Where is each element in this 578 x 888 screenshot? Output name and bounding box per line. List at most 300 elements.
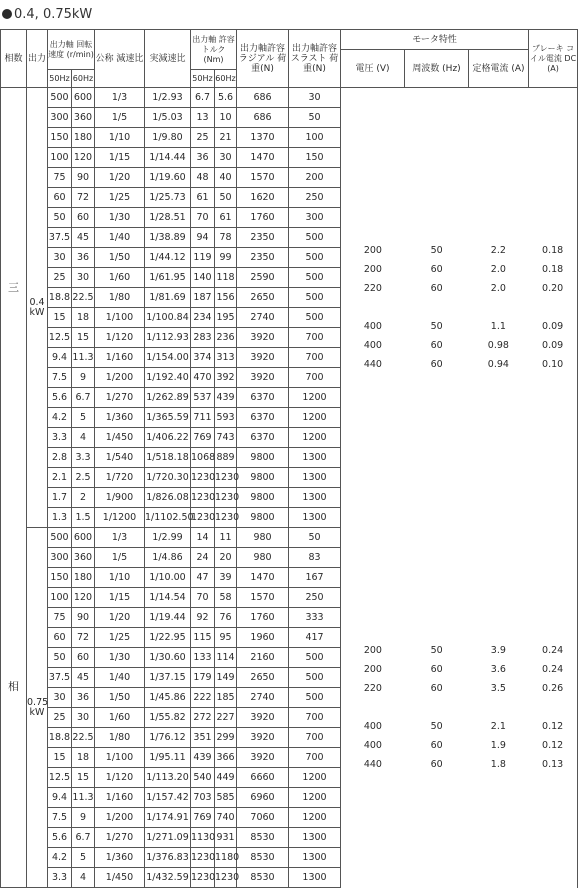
header-speed-60hz: 60Hz [72, 70, 95, 88]
speed-60hz: 36 [72, 688, 95, 708]
torque-50hz: 70 [191, 208, 215, 228]
radial-load: 3920 [237, 748, 289, 768]
voltage: 220 [363, 682, 382, 694]
speed-50hz: 500 [48, 88, 72, 108]
actual-ratio: 1/4.86 [145, 548, 191, 568]
thrust-load: 300 [289, 208, 341, 228]
speed-60hz: 120 [72, 148, 95, 168]
speed-60hz: 18 [72, 748, 95, 768]
torque-50hz: 351 [191, 728, 215, 748]
torque-50hz: 24 [191, 548, 215, 568]
speed-50hz: 15 [48, 308, 72, 328]
torque-60hz: 593 [215, 408, 237, 428]
nominal-ratio: 1/10 [95, 568, 145, 588]
nominal-ratio: 1/120 [95, 768, 145, 788]
brake-current: 0.09 [542, 320, 564, 332]
nominal-ratio: 1/50 [95, 688, 145, 708]
torque-60hz: 40 [215, 168, 237, 188]
speed-50hz: 30 [48, 688, 72, 708]
brake-current: 0.18 [542, 244, 564, 256]
rated-current: 2.0 [490, 282, 506, 294]
thrust-load: 500 [289, 688, 341, 708]
frequency: 60 [430, 663, 443, 675]
speed-60hz: 5 [72, 848, 95, 868]
rated-current: 2.2 [490, 244, 506, 256]
radial-load: 2740 [237, 308, 289, 328]
torque-50hz: 439 [191, 748, 215, 768]
torque-50hz: 115 [191, 628, 215, 648]
voltage: 400 [363, 720, 382, 732]
brake-current: 0.18 [542, 263, 564, 275]
speed-60hz: 3.3 [72, 448, 95, 468]
torque-60hz: 58 [215, 588, 237, 608]
torque-60hz: 11 [215, 528, 237, 548]
voltage: 200 [363, 644, 382, 656]
voltage: 400 [363, 320, 382, 332]
nominal-ratio: 1/50 [95, 248, 145, 268]
speed-60hz: 120 [72, 588, 95, 608]
motor-row [341, 660, 577, 679]
actual-ratio: 1/720.30 [145, 468, 191, 488]
speed-50hz: 5.6 [48, 388, 72, 408]
actual-ratio: 1/113.20 [145, 768, 191, 788]
torque-50hz: 133 [191, 648, 215, 668]
speed-50hz: 1.7 [48, 488, 72, 508]
voltage: 400 [363, 339, 382, 351]
speed-60hz: 72 [72, 188, 95, 208]
torque-50hz: 1230 [191, 488, 215, 508]
frequency: 60 [430, 682, 443, 694]
thrust-load: 417 [289, 628, 341, 648]
actual-ratio: 1/25.73 [145, 188, 191, 208]
torque-60hz: 99 [215, 248, 237, 268]
radial-load: 3920 [237, 348, 289, 368]
actual-ratio: 1/271.09 [145, 828, 191, 848]
actual-ratio: 1/37.15 [145, 668, 191, 688]
rated-current: 2.0 [490, 263, 506, 275]
torque-50hz: 6.7 [191, 88, 215, 108]
phase-char-1: 相 [8, 680, 19, 694]
brake-current: 0.10 [542, 358, 564, 370]
actual-ratio: 1/10.00 [145, 568, 191, 588]
speed-50hz: 9.4 [48, 348, 72, 368]
actual-ratio: 1/518.18 [145, 448, 191, 468]
output-label: kW [29, 706, 45, 718]
nominal-ratio: 1/360 [95, 408, 145, 428]
thrust-load: 100 [289, 128, 341, 148]
radial-load: 980 [237, 548, 289, 568]
torque-50hz: 25 [191, 128, 215, 148]
motor-row [341, 298, 577, 317]
speed-60hz: 360 [72, 548, 95, 568]
motor-row [341, 336, 577, 355]
nominal-ratio: 1/60 [95, 708, 145, 728]
radial-load: 3920 [237, 728, 289, 748]
torque-60hz: 76 [215, 608, 237, 628]
thrust-load: 1300 [289, 508, 341, 528]
actual-ratio: 1/826.08 [145, 488, 191, 508]
torque-60hz: 931 [215, 828, 237, 848]
speed-60hz: 6.7 [72, 828, 95, 848]
thrust-load: 167 [289, 568, 341, 588]
thrust-load: 1300 [289, 488, 341, 508]
nominal-ratio: 1/25 [95, 188, 145, 208]
radial-load: 1470 [237, 568, 289, 588]
thrust-load: 700 [289, 748, 341, 768]
speed-60hz: 90 [72, 168, 95, 188]
nominal-ratio: 1/60 [95, 268, 145, 288]
speed-60hz: 180 [72, 128, 95, 148]
thrust-load: 1300 [289, 448, 341, 468]
thrust-load: 30 [289, 88, 341, 108]
actual-ratio: 1/112.93 [145, 328, 191, 348]
nominal-ratio: 1/30 [95, 648, 145, 668]
radial-load: 6370 [237, 408, 289, 428]
speed-60hz: 2 [72, 488, 95, 508]
thrust-load: 1200 [289, 408, 341, 428]
motor-row [341, 279, 577, 298]
nominal-ratio: 1/15 [95, 588, 145, 608]
speed-50hz: 4.2 [48, 408, 72, 428]
torque-50hz: 283 [191, 328, 215, 348]
actual-ratio: 1/44.12 [145, 248, 191, 268]
torque-60hz: 78 [215, 228, 237, 248]
frequency: 60 [430, 758, 443, 770]
radial-load: 9800 [237, 448, 289, 468]
speed-50hz: 18.8 [48, 288, 72, 308]
speed-50hz: 2.8 [48, 448, 72, 468]
speed-50hz: 37.5 [48, 228, 72, 248]
radial-load: 1370 [237, 128, 289, 148]
actual-ratio: 1/81.69 [145, 288, 191, 308]
actual-ratio: 1/262.89 [145, 388, 191, 408]
header-radial-load: 出力軸許容 ラジアル 荷重(N) [237, 30, 289, 88]
torque-50hz: 1230 [191, 848, 215, 868]
radial-load: 6370 [237, 388, 289, 408]
torque-60hz: 585 [215, 788, 237, 808]
thrust-load: 200 [289, 168, 341, 188]
nominal-ratio: 1/1200 [95, 508, 145, 528]
thrust-load: 1300 [289, 868, 341, 888]
rated-current: 0.98 [487, 339, 509, 351]
thrust-load: 250 [289, 188, 341, 208]
torque-50hz: 47 [191, 568, 215, 588]
torque-60hz: 439 [215, 388, 237, 408]
torque-60hz: 114 [215, 648, 237, 668]
speed-60hz: 5 [72, 408, 95, 428]
radial-load: 8530 [237, 868, 289, 888]
phase-char-0: 三 [8, 280, 19, 294]
speed-60hz: 22.5 [72, 288, 95, 308]
speed-50hz: 75 [48, 168, 72, 188]
torque-50hz: 61 [191, 188, 215, 208]
header-speed: 出力軸 回転速度 (r/min) [48, 30, 95, 70]
motor-row [341, 698, 577, 717]
thrust-load: 150 [289, 148, 341, 168]
torque-60hz: 1230 [215, 488, 237, 508]
thrust-load: 250 [289, 588, 341, 608]
thrust-load: 1300 [289, 848, 341, 868]
speed-50hz: 7.5 [48, 368, 72, 388]
speed-60hz: 2.5 [72, 468, 95, 488]
motor-row [341, 736, 577, 755]
voltage: 440 [363, 758, 382, 770]
radial-load: 686 [237, 88, 289, 108]
nominal-ratio: 1/540 [95, 448, 145, 468]
nominal-ratio: 1/40 [95, 228, 145, 248]
nominal-ratio: 1/15 [95, 148, 145, 168]
torque-60hz: 366 [215, 748, 237, 768]
actual-ratio: 1/14.54 [145, 588, 191, 608]
speed-50hz: 300 [48, 548, 72, 568]
speed-60hz: 15 [72, 768, 95, 788]
thrust-load: 1300 [289, 468, 341, 488]
thrust-load: 700 [289, 708, 341, 728]
torque-50hz: 13 [191, 108, 215, 128]
thrust-load: 1200 [289, 768, 341, 788]
nominal-ratio: 1/40 [95, 668, 145, 688]
radial-load: 8530 [237, 848, 289, 868]
torque-50hz: 1230 [191, 508, 215, 528]
torque-60hz: 1230 [215, 868, 237, 888]
nominal-ratio: 1/5 [95, 548, 145, 568]
rated-current: 1.9 [490, 739, 506, 751]
speed-50hz: 4.2 [48, 848, 72, 868]
header-speed-50hz: 50Hz [48, 70, 72, 88]
nominal-ratio: 1/450 [95, 428, 145, 448]
speed-50hz: 60 [48, 628, 72, 648]
output-label: 0.75 [27, 696, 49, 708]
motor-row [341, 641, 577, 660]
output-label: 0.4 [29, 296, 45, 308]
motor-row [341, 355, 577, 374]
table-title [2, 2, 92, 26]
torque-60hz: 449 [215, 768, 237, 788]
torque-50hz: 1068 [191, 448, 215, 468]
torque-60hz: 1180 [215, 848, 237, 868]
speed-60hz: 72 [72, 628, 95, 648]
radial-load: 2350 [237, 228, 289, 248]
speed-50hz: 150 [48, 128, 72, 148]
brake-current: 0.09 [542, 339, 564, 351]
frequency: 50 [430, 244, 443, 256]
speed-50hz: 300 [48, 108, 72, 128]
frequency: 60 [430, 339, 443, 351]
speed-60hz: 4 [72, 868, 95, 888]
thrust-load: 500 [289, 308, 341, 328]
speed-60hz: 90 [72, 608, 95, 628]
speed-50hz: 12.5 [48, 328, 72, 348]
speed-60hz: 45 [72, 668, 95, 688]
nominal-ratio: 1/120 [95, 328, 145, 348]
torque-60hz: 1230 [215, 468, 237, 488]
torque-50hz: 14 [191, 528, 215, 548]
torque-60hz: 299 [215, 728, 237, 748]
torque-50hz: 711 [191, 408, 215, 428]
radial-load: 9800 [237, 468, 289, 488]
brake-current: 0.20 [542, 282, 564, 294]
actual-ratio: 1/38.89 [145, 228, 191, 248]
header-actual-ratio: 実減速比 [145, 30, 191, 88]
torque-50hz: 94 [191, 228, 215, 248]
radial-load: 1570 [237, 168, 289, 188]
rated-current: 3.9 [490, 644, 506, 656]
actual-ratio: 1/30.60 [145, 648, 191, 668]
actual-ratio: 1/154.00 [145, 348, 191, 368]
speed-50hz: 50 [48, 208, 72, 228]
header-torque-50hz: 50Hz [191, 70, 215, 88]
nominal-ratio: 1/200 [95, 808, 145, 828]
speed-60hz: 11.3 [72, 788, 95, 808]
speed-50hz: 15 [48, 748, 72, 768]
radial-load: 2740 [237, 688, 289, 708]
speed-60hz: 30 [72, 268, 95, 288]
rated-current: 1.1 [490, 320, 506, 332]
nominal-ratio: 1/270 [95, 828, 145, 848]
radial-load: 1470 [237, 148, 289, 168]
speed-60hz: 600 [72, 528, 95, 548]
nominal-ratio: 1/100 [95, 308, 145, 328]
torque-50hz: 470 [191, 368, 215, 388]
torque-50hz: 769 [191, 808, 215, 828]
torque-60hz: 50 [215, 188, 237, 208]
torque-60hz: 39 [215, 568, 237, 588]
speed-60hz: 9 [72, 368, 95, 388]
speed-60hz: 45 [72, 228, 95, 248]
speed-50hz: 18.8 [48, 728, 72, 748]
radial-load: 9800 [237, 508, 289, 528]
speed-60hz: 15 [72, 328, 95, 348]
title-text: 0.4, 0.75kW [14, 6, 93, 22]
voltage: 400 [363, 739, 382, 751]
actual-ratio: 1/28.51 [145, 208, 191, 228]
nominal-ratio: 1/5 [95, 108, 145, 128]
voltage: 200 [363, 263, 382, 275]
torque-50hz: 48 [191, 168, 215, 188]
thrust-load: 500 [289, 268, 341, 288]
torque-60hz: 149 [215, 668, 237, 688]
torque-50hz: 272 [191, 708, 215, 728]
header-frequency: 周波数 (Hz) [405, 50, 469, 88]
torque-60hz: 889 [215, 448, 237, 468]
speed-50hz: 9.4 [48, 788, 72, 808]
frequency: 60 [430, 282, 443, 294]
thrust-load: 500 [289, 228, 341, 248]
speed-50hz: 30 [48, 248, 72, 268]
frequency: 60 [430, 358, 443, 370]
speed-60hz: 11.3 [72, 348, 95, 368]
radial-load: 6660 [237, 768, 289, 788]
radial-load: 9800 [237, 488, 289, 508]
spec-table [0, 29, 578, 888]
speed-50hz: 5.6 [48, 828, 72, 848]
header-torque-60hz: 60Hz [215, 70, 237, 88]
motor-row [341, 755, 577, 774]
radial-load: 2650 [237, 288, 289, 308]
speed-50hz: 3.3 [48, 428, 72, 448]
voltage: 200 [363, 663, 382, 675]
radial-load: 686 [237, 108, 289, 128]
table-row [1, 88, 578, 108]
rated-current: 0.94 [487, 358, 509, 370]
speed-60hz: 30 [72, 708, 95, 728]
brake-current: 0.13 [542, 758, 564, 770]
speed-60hz: 9 [72, 808, 95, 828]
torque-60hz: 20 [215, 548, 237, 568]
rated-current: 1.8 [490, 758, 506, 770]
nominal-ratio: 1/3 [95, 88, 145, 108]
output-label: kW [29, 306, 45, 318]
radial-load: 1620 [237, 188, 289, 208]
speed-50hz: 12.5 [48, 768, 72, 788]
torque-60hz: 30 [215, 148, 237, 168]
rated-current: 3.6 [490, 663, 506, 675]
thrust-load: 50 [289, 528, 341, 548]
nominal-ratio: 1/720 [95, 468, 145, 488]
torque-50hz: 222 [191, 688, 215, 708]
speed-50hz: 100 [48, 148, 72, 168]
speed-50hz: 2.1 [48, 468, 72, 488]
torque-50hz: 234 [191, 308, 215, 328]
torque-50hz: 1130 [191, 828, 215, 848]
motor-row [341, 317, 577, 336]
actual-ratio: 1/1102.50 [145, 508, 191, 528]
thrust-load: 700 [289, 368, 341, 388]
nominal-ratio: 1/80 [95, 728, 145, 748]
torque-50hz: 187 [191, 288, 215, 308]
speed-60hz: 36 [72, 248, 95, 268]
nominal-ratio: 1/270 [95, 388, 145, 408]
torque-50hz: 36 [191, 148, 215, 168]
radial-load: 1760 [237, 608, 289, 628]
radial-load: 1960 [237, 628, 289, 648]
actual-ratio: 1/76.12 [145, 728, 191, 748]
actual-ratio: 1/9.80 [145, 128, 191, 148]
torque-50hz: 92 [191, 608, 215, 628]
speed-60hz: 60 [72, 648, 95, 668]
actual-ratio: 1/365.59 [145, 408, 191, 428]
actual-ratio: 1/192.40 [145, 368, 191, 388]
actual-ratio: 1/61.95 [145, 268, 191, 288]
speed-60hz: 600 [72, 88, 95, 108]
radial-load: 2650 [237, 668, 289, 688]
nominal-ratio: 1/200 [95, 368, 145, 388]
thrust-load: 83 [289, 548, 341, 568]
motor-block-0 [341, 88, 578, 528]
frequency: 60 [430, 739, 443, 751]
actual-ratio: 1/2.99 [145, 528, 191, 548]
torque-60hz: 1230 [215, 508, 237, 528]
actual-ratio: 1/432.59 [145, 868, 191, 888]
header-nominal-ratio: 公称 減速比 [95, 30, 145, 88]
torque-50hz: 140 [191, 268, 215, 288]
actual-ratio: 1/376.83 [145, 848, 191, 868]
nominal-ratio: 1/160 [95, 788, 145, 808]
torque-50hz: 537 [191, 388, 215, 408]
nominal-ratio: 1/450 [95, 868, 145, 888]
thrust-load: 1200 [289, 788, 341, 808]
brake-current: 0.12 [542, 720, 564, 732]
voltage: 440 [363, 358, 382, 370]
torque-60hz: 10 [215, 108, 237, 128]
speed-50hz: 7.5 [48, 808, 72, 828]
actual-ratio: 1/174.91 [145, 808, 191, 828]
torque-60hz: 5.6 [215, 88, 237, 108]
motor-row [341, 241, 577, 260]
brake-current: 0.24 [542, 663, 564, 675]
speed-60hz: 60 [72, 208, 95, 228]
speed-60hz: 4 [72, 428, 95, 448]
